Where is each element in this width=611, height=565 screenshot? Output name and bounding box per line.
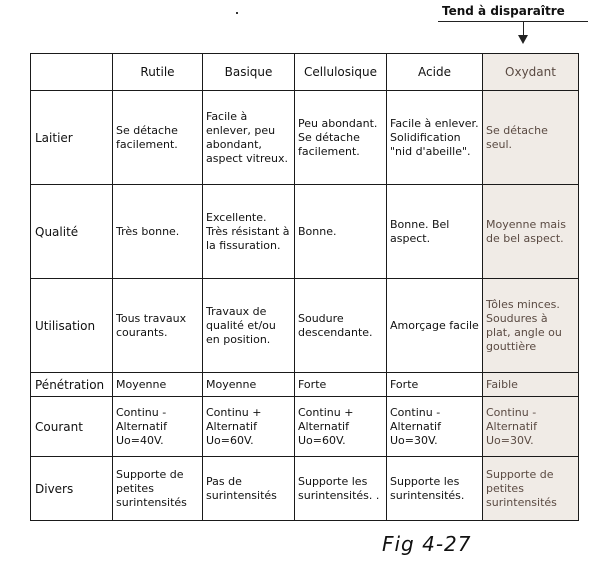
annotation-underline xyxy=(438,21,588,22)
table-cell: Continu + Alternatif Uo=60V. xyxy=(203,397,295,457)
table-cell: Faible xyxy=(483,373,579,397)
table-cell: Se détache seul. xyxy=(483,91,579,185)
row-header: Pénétration xyxy=(31,373,113,397)
table-cell: Moyenne xyxy=(203,373,295,397)
table-cell: Supporte de petites surintensités xyxy=(113,457,203,521)
table-cell: Supporte de petites surintensités xyxy=(483,457,579,521)
column-header-cellulosique: Cellulosique xyxy=(295,54,387,91)
table-cell: Pas de surintensités xyxy=(203,457,295,521)
table-row-divers xyxy=(31,457,579,521)
header-row xyxy=(31,54,579,91)
figure-caption: Fig 4-27 xyxy=(382,532,472,556)
table-cell: Amorçage facile xyxy=(387,279,483,373)
table-cell: Tôles minces. Soudures à plat, angle ou gouttière xyxy=(483,279,579,373)
table-cell: Continu - Alternatif Uo=30V. xyxy=(483,397,579,457)
table-cell: Soudure descendante. xyxy=(295,279,387,373)
electrode-comparison-table xyxy=(30,53,579,521)
table-cell: Forte xyxy=(295,373,387,397)
table-cell: Continu - Alternatif Uo=30V. xyxy=(387,397,483,457)
arrow-down-icon xyxy=(518,35,528,44)
row-header: Divers xyxy=(31,457,113,521)
table-cell: Travaux de qualité et/ou en position. xyxy=(203,279,295,373)
row-header: Courant xyxy=(31,397,113,457)
table-cell: Tous travaux courants. xyxy=(113,279,203,373)
table-cell: Facile à enlever. Solidification "nid d'abeille". xyxy=(387,91,483,185)
corner-cell xyxy=(31,54,113,91)
table-cell: Continu - Alternatif Uo=40V. xyxy=(113,397,203,457)
table-cell: Bonne. Bel aspect. xyxy=(387,185,483,279)
table-cell: Supporte les surintensités. . xyxy=(295,457,387,521)
row-header: Utilisation xyxy=(31,279,113,373)
table-cell: Moyenne mais de bel aspect. xyxy=(483,185,579,279)
table-row-penetration xyxy=(31,373,579,397)
table-cell: Bonne. xyxy=(295,185,387,279)
column-header-rutile: Rutile xyxy=(113,54,203,91)
table-row-laitier xyxy=(31,91,579,185)
column-header-acide: Acide xyxy=(387,54,483,91)
row-header: Qualité xyxy=(31,185,113,279)
table-row-utilisation xyxy=(31,279,579,373)
column-header-basique: Basique xyxy=(203,54,295,91)
table-cell: Peu abondant. Se détache facilement. xyxy=(295,91,387,185)
stray-dot xyxy=(236,12,238,14)
table-cell: Facile à enlever, peu abondant, aspect vitreux. xyxy=(203,91,295,185)
row-header: Laitier xyxy=(31,91,113,185)
table-cell: Très bonne. xyxy=(113,185,203,279)
table-cell: Forte xyxy=(387,373,483,397)
table-cell: Supporte les surintensités. xyxy=(387,457,483,521)
annotation-label: Tend à disparaître xyxy=(442,4,565,18)
table-cell: Se détache facilement. xyxy=(113,91,203,185)
table-cell: Moyenne xyxy=(113,373,203,397)
column-header-oxydant: Oxydant xyxy=(483,54,579,91)
annotation-arrow-shaft xyxy=(523,22,524,36)
table-cell: Continu + Alternatif Uo=60V. xyxy=(295,397,387,457)
table-row-qualite xyxy=(31,185,579,279)
table-row-courant xyxy=(31,397,579,457)
table-cell: Excellente. Très résistant à la fissuration. xyxy=(203,185,295,279)
